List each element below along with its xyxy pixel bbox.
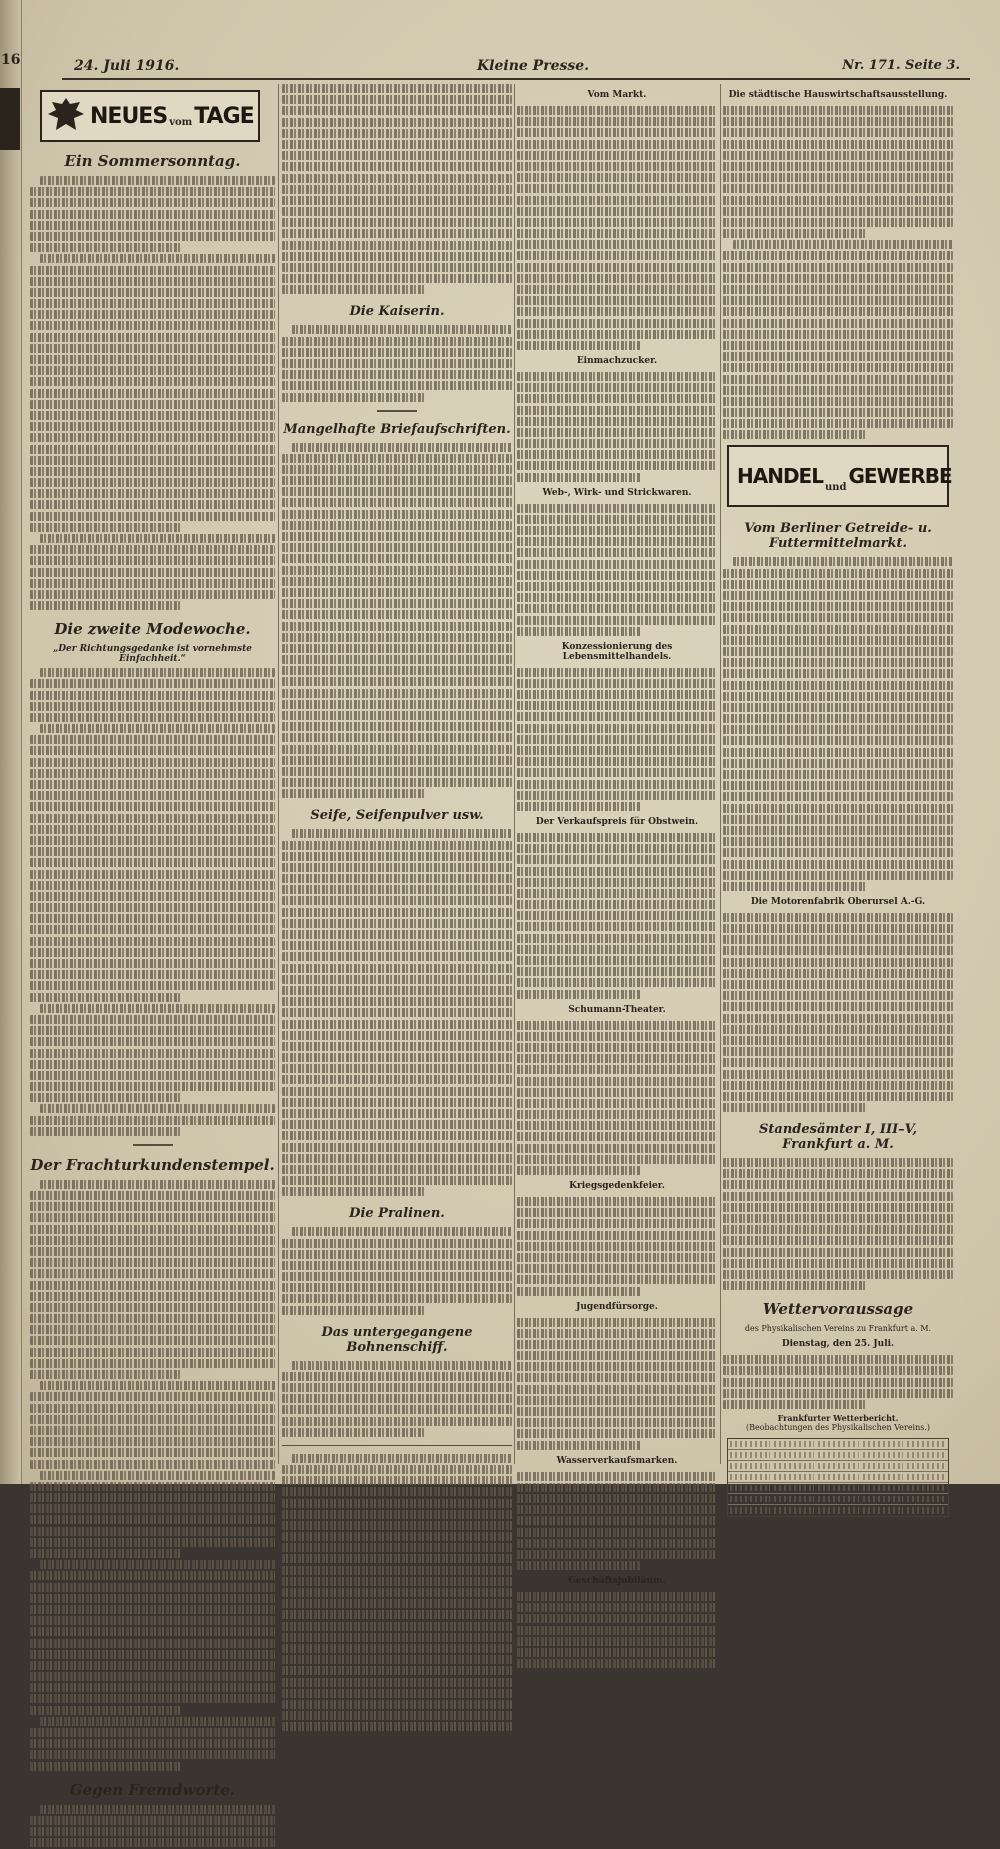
article-heading: Die Pralinen. xyxy=(349,1206,445,1222)
masthead-date: 24. Juli 1916. xyxy=(74,58,180,74)
section-word: HANDEL xyxy=(737,464,823,489)
table-row xyxy=(728,1505,948,1516)
article-text xyxy=(723,913,953,1112)
article-text xyxy=(30,1180,275,1771)
article-heading: Wasserverkaufsmarken. xyxy=(556,1455,678,1466)
article-heading: Die zweite Modewoche. xyxy=(54,620,251,639)
article-text xyxy=(282,1361,512,1732)
column-rule xyxy=(720,84,721,1464)
article-heading: Einmachzucker. xyxy=(576,355,658,366)
article-text xyxy=(30,668,275,1136)
forecast-date: Dienstag, den 25. Juli. xyxy=(781,1339,895,1350)
article-text xyxy=(723,1355,953,1409)
article-heading: Mangelhafte Briefaufschriften. xyxy=(283,421,511,437)
article-heading: Die Motorenfabrik Oberursel A.-G. xyxy=(750,896,926,907)
column-1 xyxy=(30,84,275,1849)
article-heading: Ein Sommersonntag. xyxy=(64,152,241,170)
article-text xyxy=(282,1227,512,1314)
section-word: GEWERBE xyxy=(848,464,952,489)
table-row xyxy=(728,1494,948,1505)
article-text xyxy=(517,90,717,1668)
section-word: NEUES xyxy=(90,103,168,129)
previous-page-edge xyxy=(0,0,22,1484)
article-heading: Wettervoraussage xyxy=(762,1300,914,1319)
edge-black-block xyxy=(0,88,20,150)
article-heading: Jugendfürsorge. xyxy=(576,1301,658,1312)
column-rule xyxy=(278,84,279,1464)
article-subheading: des Physikalischen Vereins zu Frankfurt a. M. xyxy=(744,1324,932,1334)
masthead-paper-name: Kleine Presse. xyxy=(477,58,590,74)
table-row xyxy=(728,1483,948,1494)
article-text xyxy=(30,176,275,610)
table-row xyxy=(728,1439,948,1450)
section-word-small: vom xyxy=(169,117,193,128)
article-heading: Die Kaiserin. xyxy=(349,304,445,320)
article-heading: Das untergegangene Bohnenschiff. xyxy=(321,1324,473,1355)
article-heading: Kriegsgedenkfeier. xyxy=(569,1181,665,1191)
article-heading: Vom Markt. xyxy=(587,90,647,100)
article-text xyxy=(723,1158,953,1290)
article-text xyxy=(723,106,953,439)
section-word: TAGE xyxy=(194,103,254,129)
article-heading: Konzessionierung des Lebensmittelhandels. xyxy=(561,641,673,662)
article-heading: Seife, Seifenpulver usw. xyxy=(310,808,484,824)
table-row xyxy=(728,1461,948,1472)
column-rule xyxy=(514,84,515,1464)
article-text xyxy=(723,557,953,890)
article-heading: Standesämter I, III–V, Frankfurt a. M. xyxy=(759,1122,917,1153)
table-row xyxy=(728,1472,948,1483)
edge-page-number: 16 xyxy=(1,52,21,68)
article-heading: Der Frachturkundenstempel. xyxy=(30,1155,275,1174)
separator xyxy=(282,1445,512,1446)
article-text xyxy=(282,443,512,799)
article-text xyxy=(282,325,512,401)
table-title: Frankfurter Wetterbericht. xyxy=(777,1412,899,1423)
article-text xyxy=(282,84,512,294)
article-text xyxy=(282,829,512,1196)
separator xyxy=(377,410,417,412)
article-heading: Geschäftsjubiläum. xyxy=(568,1576,666,1587)
column-2 xyxy=(282,84,512,1733)
weather-table xyxy=(727,1438,949,1517)
table-row xyxy=(728,1450,948,1461)
masthead-page-number: Nr. 171. Seite 3. xyxy=(842,58,960,73)
eagle-icon xyxy=(46,94,86,138)
neues-vom-tage-header xyxy=(40,90,260,142)
article-text xyxy=(30,1805,275,1848)
handel-und-gewerbe-header xyxy=(727,445,952,507)
article-heading: Der Verkaufspreis für Obstwein. xyxy=(535,816,699,827)
separator xyxy=(133,1144,173,1146)
article-heading: Web-, Wirk- und Strickwaren. xyxy=(542,487,692,498)
section-word-small: und xyxy=(824,482,847,494)
article-heading: Schumann-Theater. xyxy=(568,1004,666,1015)
column-4 xyxy=(723,84,953,1523)
column-3 xyxy=(517,84,717,1670)
article-heading: Die städtische Hauswirtschaftsausstellung. xyxy=(728,90,948,100)
table-subtitle: (Beobachtungen des Physikalischen Vereins.) xyxy=(745,1422,931,1432)
masthead xyxy=(62,58,970,80)
article-subheading: „Der Richtungsgedanke ist vornehmste Einfachheit.“ xyxy=(53,644,252,665)
article-heading: Vom Berliner Getreide- u. Futtermittelmarkt. xyxy=(744,521,932,552)
article-heading: Gegen Fremdworte. xyxy=(69,1780,236,1799)
